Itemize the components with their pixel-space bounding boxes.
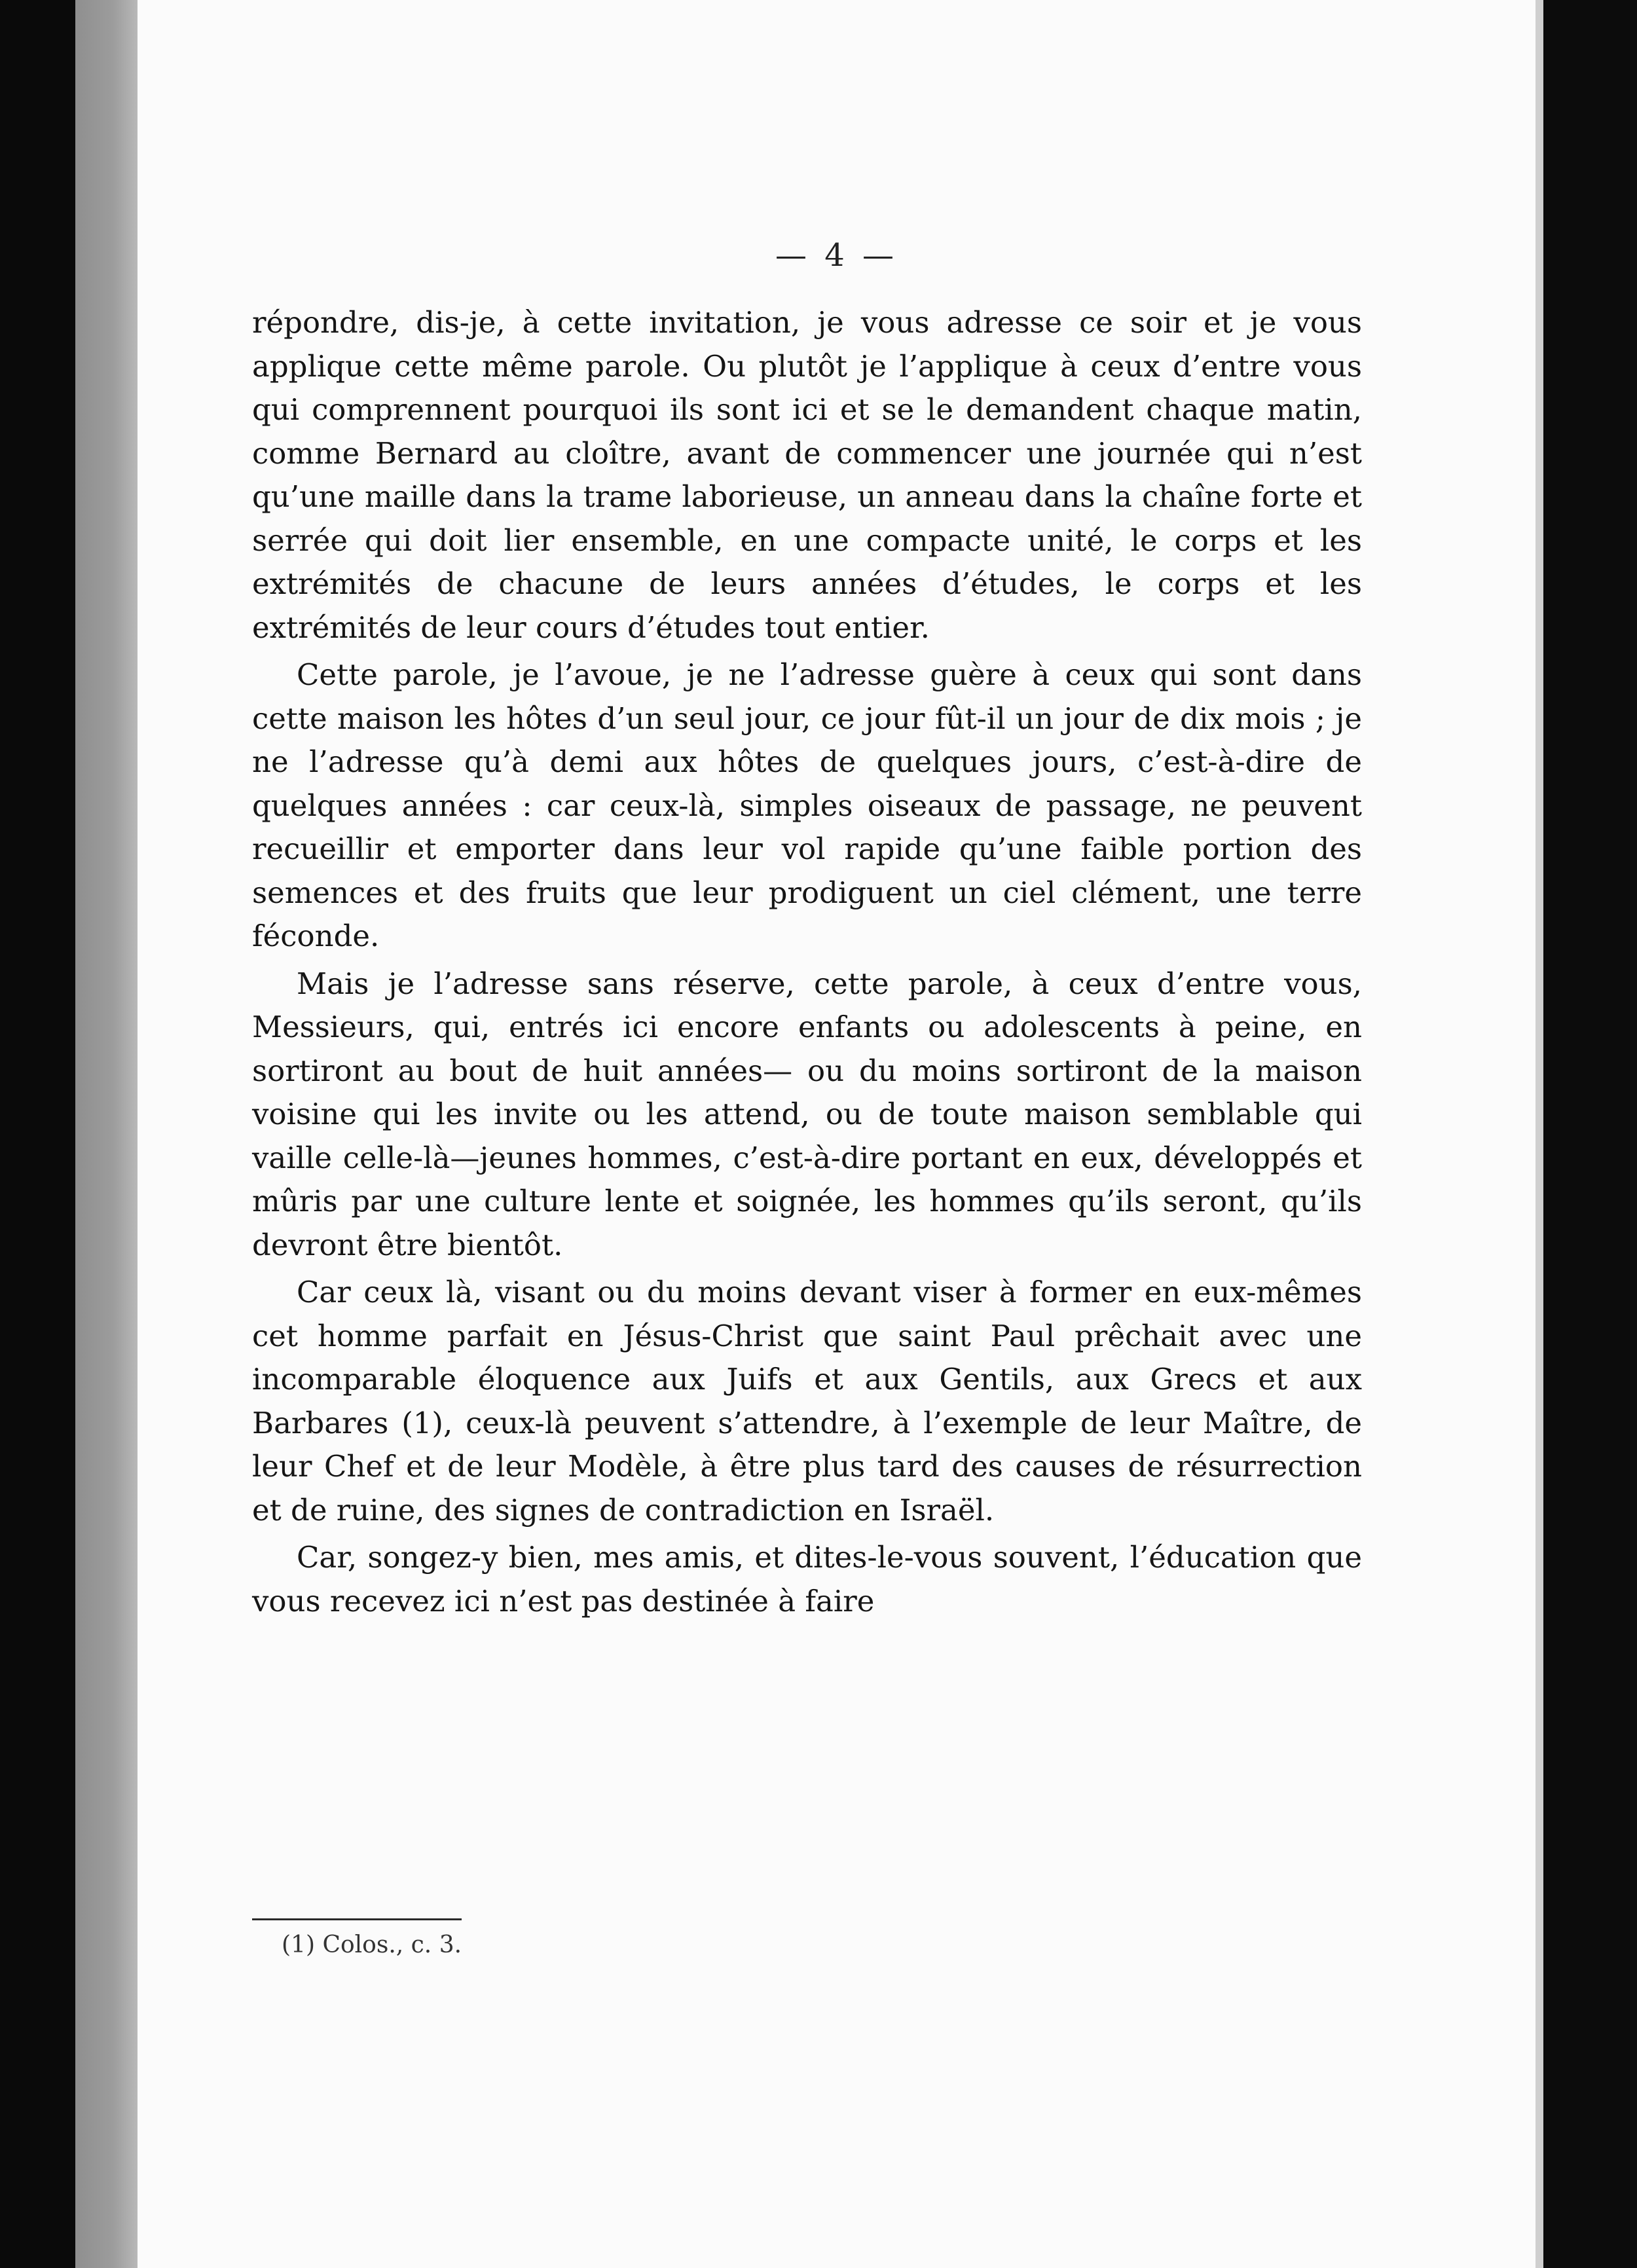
paragraph-3: Mais je l’adresse sans réserve, cette parole, à ceux d’entre vous, Messieurs, qui, entrés ici encore enfants ou adolescents à peine, en sortiront au bout de huit années— ou du moins sortiront de la maison voisine qui les invite ou les attend, ou de toute maison semblable qui vaille celle-là—jeunes hommes, c’est-à-dire portant en eux, développés et mûris par une culture lente et soignée, les hommes qu’ils seront, qu’ils devront être bientôt. bbox=[252, 966, 1362, 1262]
body-text bbox=[252, 301, 1362, 1623]
scan-margin-left bbox=[75, 0, 138, 2268]
footnote-rule bbox=[252, 1918, 462, 1920]
paragraph-5: Car, songez-y bien, mes amis, et dites-le-vous souvent, l’éducation que vous recevez ici n’est pas destinée à faire bbox=[252, 1540, 1362, 1619]
page-number: — 4 — bbox=[775, 237, 898, 274]
paragraph-1: répondre, dis-je, à cette invitation, je vous adresse ce soir et je vous applique cette même parole. Ou plutôt je l’applique à ceux d’entre vous qui comprennent pourquoi ils sont ici et se le demandent chaque matin, comme Bernard au cloître, avant de commencer une journée qui n’est qu’une maille dans la trame laborieuse, un anneau dans la chaîne forte et serrée qui doit lier ensemble, en une compacte unité, le corps et les extrémités de chacune de leurs années d’études, le corps et les extrémités de leur cours d’études tout entier. bbox=[252, 305, 1362, 645]
scan-margin-right bbox=[1536, 0, 1543, 2268]
footnote: (1) Colos., c. 3. bbox=[282, 1931, 462, 1958]
paragraph-2: Cette parole, je l’avoue, je ne l’adresse guère à ceux qui sont dans cette maison les hôtes d’un seul jour, ce jour fût-il un jour de dix mois ; je ne l’adresse qu’à demi aux hôtes de quelques jours, c’est-à-dire de quelques années : car ceux-là, simples oiseaux de passage, ne peuvent recueillir et emporter dans leur vol rapide qu’une faible portion des semences et des fruits que leur prodiguent un ciel clément, une terre féconde. bbox=[252, 657, 1362, 953]
scan-border-left bbox=[0, 0, 75, 2268]
paragraph-4: Car ceux là, visant ou du moins devant viser à former en eux-mêmes cet homme parfait en Jésus-Christ que saint Paul prêchait avec une incomparable éloquence aux Juifs et aux Gentils, aux Grecs et aux Barbares (1), ceux-là peuvent s’attendre, à l’exemple de leur Maître, de leur Chef et de leur Modèle, à être plus tard des causes de résurrection et de ruine, des signes de contradiction en Israël. bbox=[252, 1275, 1362, 1527]
scan-border-right bbox=[1543, 0, 1637, 2268]
